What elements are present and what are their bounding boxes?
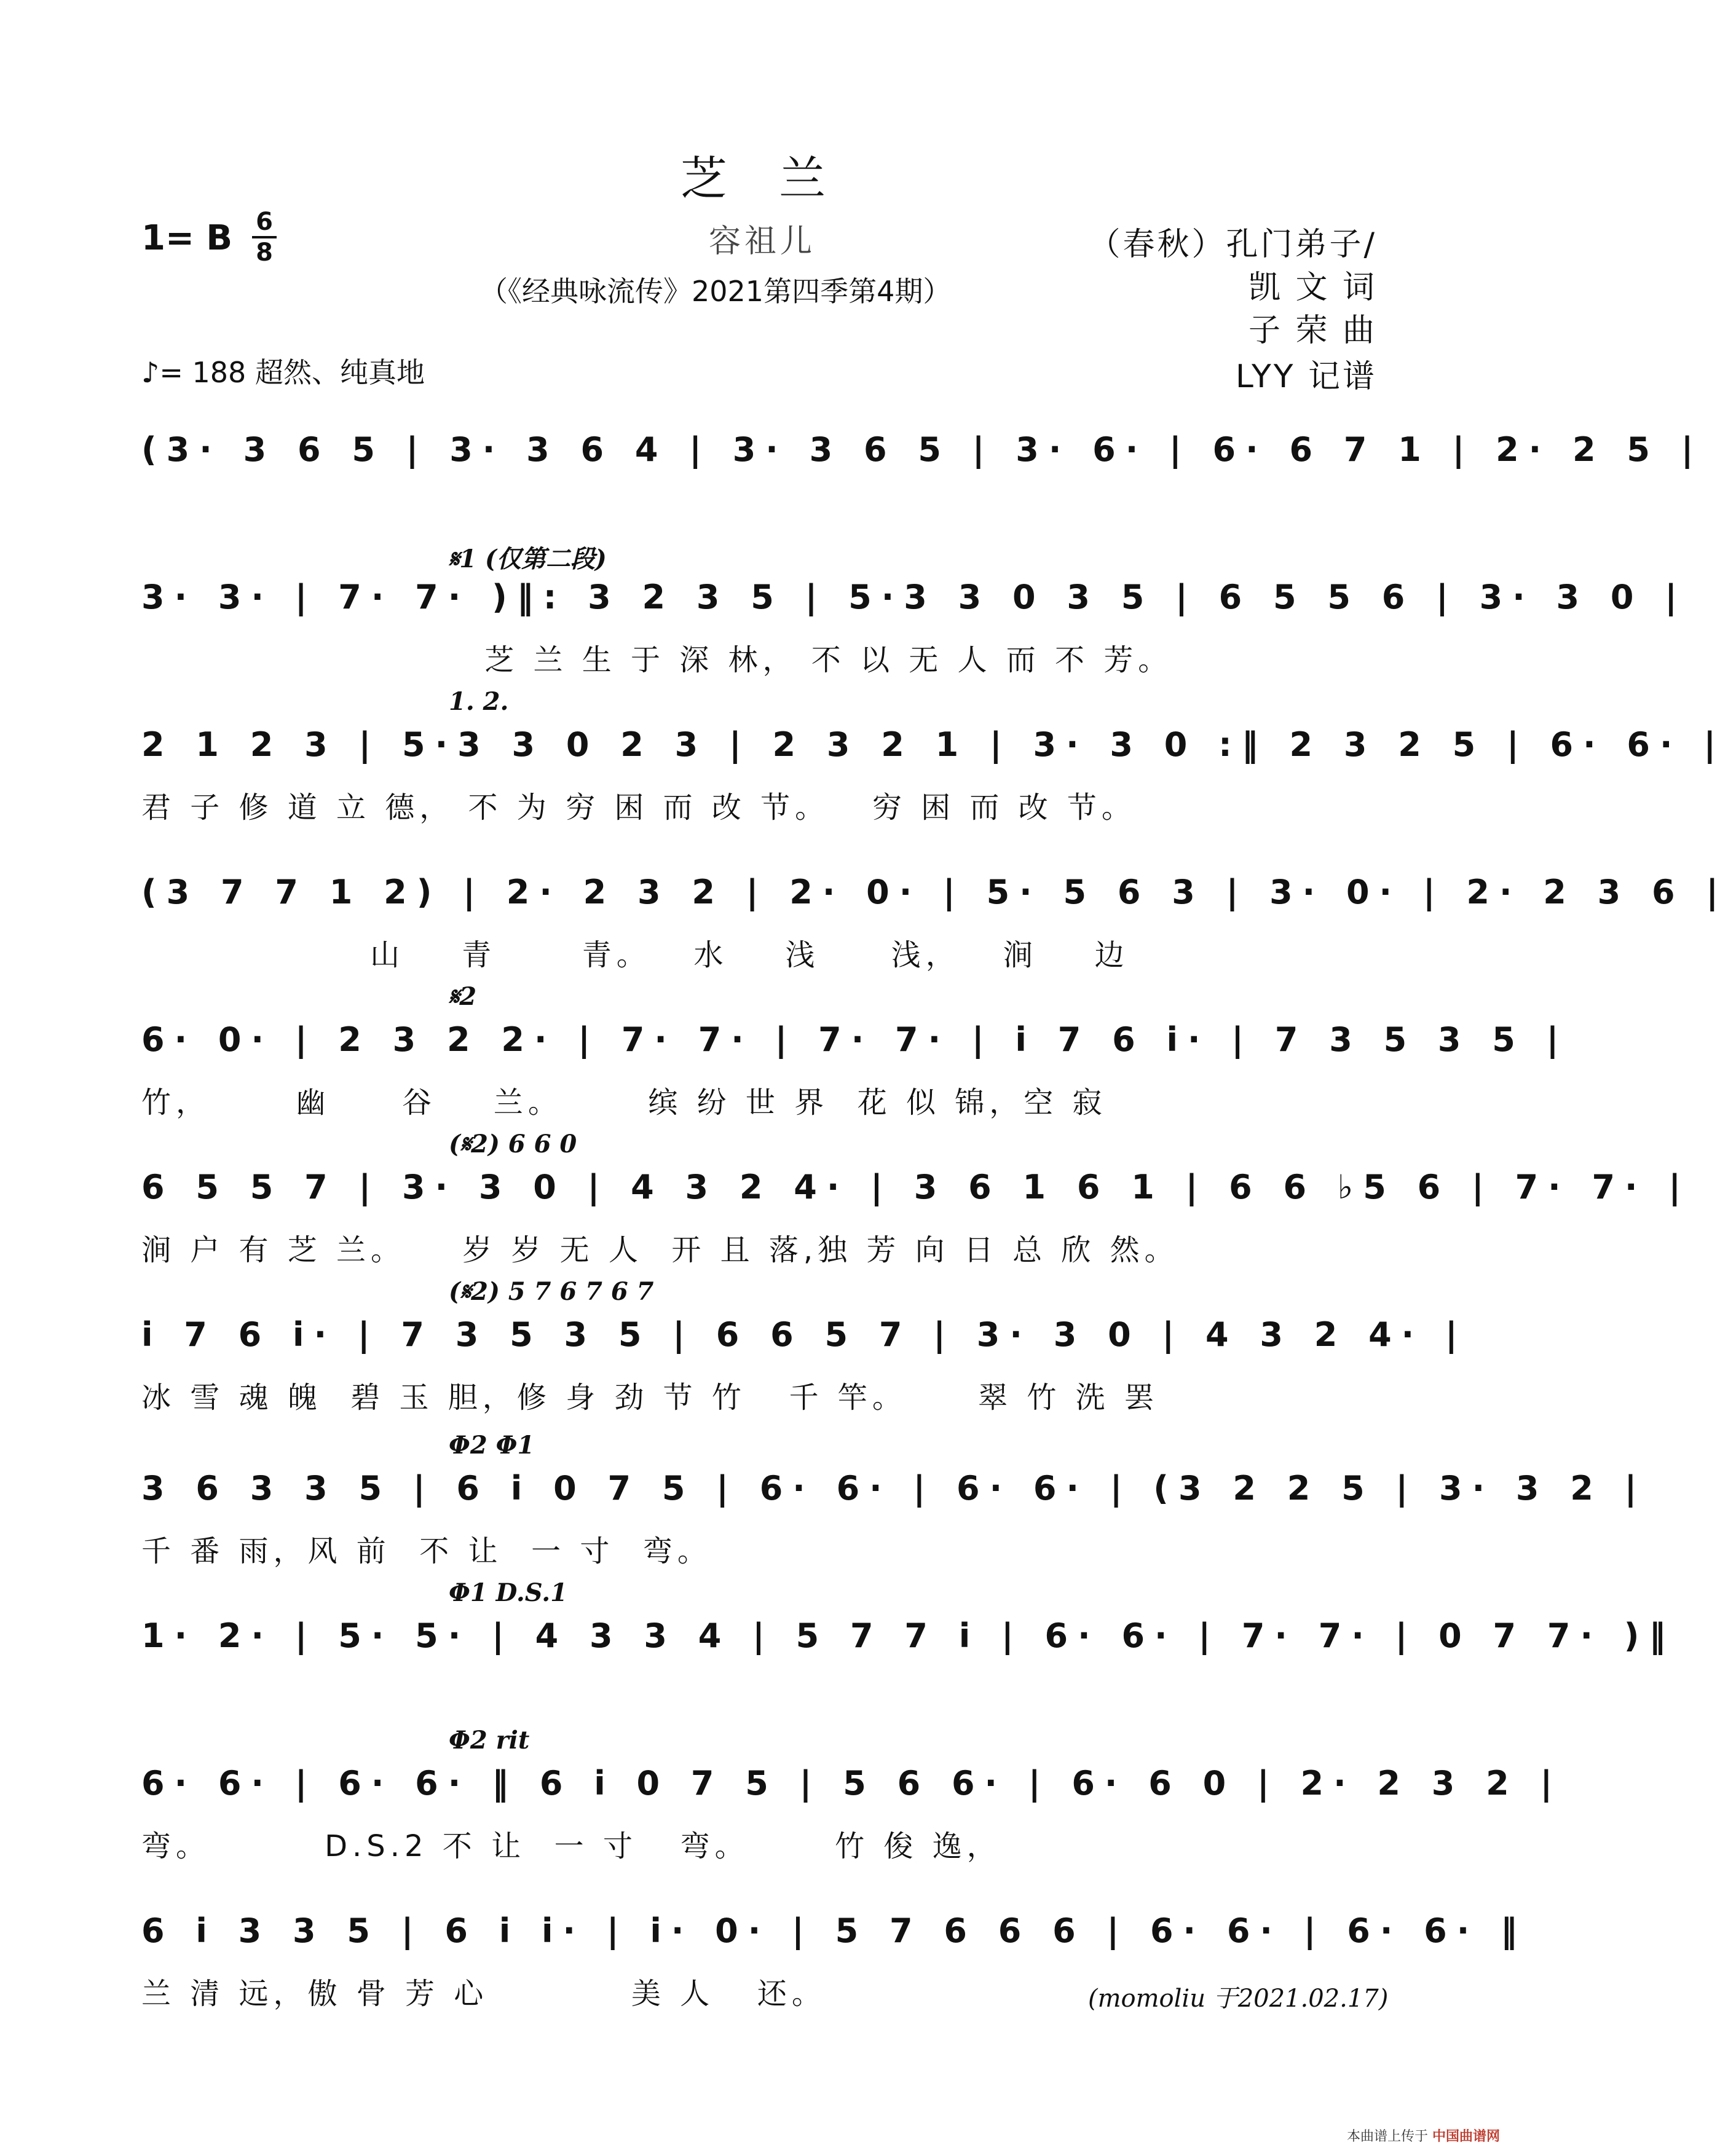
score-row (141, 873, 1728, 989)
lyrics-line: 涧 户 有 芝 兰。 岁 岁 无 人 开 且 落,独 芳 向 日 总 欣 然。 (141, 1233, 1179, 1267)
score-mark: (𝄋2) 5 7 6 7 6 7 (449, 1277, 654, 1306)
meter-bottom: 8 (256, 238, 273, 267)
singer: 容祖儿 (708, 223, 816, 260)
score-row (141, 545, 1687, 694)
notation-line: i 7 6 i· | 7 3 5 3 5 | 6 6 5 7 | 3· 3 0 | 4 3 2 4· | (141, 1315, 1467, 1354)
lyricist-origin: （春秋）孔门弟子/ (1088, 226, 1377, 263)
score-mark: Φ2 rit (449, 1726, 530, 1755)
score-mark: 1. 2. (449, 687, 509, 716)
score-mark: 𝄋2 (449, 982, 477, 1011)
key-signature: 1= B (141, 218, 233, 258)
score-row (141, 430, 1703, 547)
score-mark: Φ1 D.S.1 (449, 1578, 568, 1607)
transcriber: LYY 记谱 (1235, 358, 1377, 395)
score-mark: Φ2 Φ1 (449, 1431, 535, 1460)
score-row (141, 1578, 1676, 1733)
score-mark: (𝄋2) 6 6 0 (449, 1130, 577, 1159)
notation-line: 6· 0· | 2 3 2 2· | 7· 7· | 7· 7· | i 7 6 i· | 7 3 5 3 5 | (141, 1020, 1569, 1059)
notation-line: 3· 3· | 7· 7· )‖: 3 2 3 5 | 5·3 3 0 3 5 | 6 5 5 6 | 3· 3 0 | (141, 578, 1687, 616)
tempo-marking: ♪= 188 超然、纯真地 (141, 356, 425, 389)
site-logo: 中国曲谱网 (1432, 2129, 1500, 2144)
source-note: （《经典咏流传》2021第四季第4期） (479, 275, 952, 308)
score-row (141, 1431, 1647, 1586)
lyrics-line: 千 番 雨，风 前 不 让 一 寸 弯。 (141, 1534, 712, 1568)
transcription-signature: (momoliu 于2021.02.17) (1088, 1985, 1389, 2013)
score-row (141, 1726, 1563, 1881)
footer-upload-text: 本曲谱上传于 (1346, 2129, 1428, 2144)
notation-line: (3 7 7 1 2) | 2· 2 3 2 | 2· 0· | 5· 5 6 3 | 3· 0· | 2· 2 3 6 | (141, 873, 1728, 911)
notation-line: (3· 3 6 5 | 3· 3 6 4 | 3· 3 6 5 | 3· 6· | 6· 6 7 1 | 2· 2 5 | (141, 430, 1703, 469)
notation-line: 3 6 3 3 5 | 6 i 0 7 5 | 6· 6· | 6· 6· | (3 2 2 5 | 3· 3 2 | (141, 1469, 1647, 1508)
lyrics-line: 君 子 修 道 立 德， 不 为 穷 困 而 改 节。 穷 困 而 改 节。 (141, 790, 1136, 825)
notation-line: 6· 6· | 6· 6· ‖ 6 i 0 7 5 | 5 6 6· | 6· 6 0 | 2· 2 3 2 | (141, 1764, 1563, 1803)
song-title: 芝 兰 (680, 151, 845, 206)
meter-top: 6 (256, 208, 273, 236)
score-mark: 𝄋1 (仅第二段) (449, 545, 607, 573)
notation-line: 6 5 5 7 | 3· 3 0 | 4 3 2 4· | 3 6 1 6 1 | 6 6 ♭5 6 | 7· 7· | (141, 1168, 1691, 1206)
score-row (141, 1277, 1467, 1432)
lyrics-line: 竹， 幽 谷 兰。 缤 纷 世 界 花 似 锦，空 寂 (141, 1085, 1107, 1120)
footer (1347, 2126, 1500, 2145)
lyricist: 凯 文 词 (1248, 269, 1377, 306)
notation-line: 1· 2· | 5· 5· | 4 3 3 4 | 5 7 7 i | 6· 6· | 7· 7· | 0 7 7· )‖ (141, 1616, 1676, 1655)
lyrics-line: 兰 清 远，傲 骨 芳 心 美 人 还。 (141, 1977, 826, 2011)
lyrics-line: 冰 雪 魂 魄 碧 玉 胆，修 身 劲 节 竹 千 竿。 翠 竹 洗 罢 (141, 1380, 1159, 1415)
score-row (141, 1130, 1691, 1285)
notation-line: 6 i 3 3 5 | 6 i i· | i· 0· | 5 7 6 6 6 | 6· 6· | 6· 6· ‖ (141, 1911, 1528, 1950)
lyrics-line: 山 青 青。 水 浅 浅， 涧 边 (141, 938, 1129, 972)
lyrics-line: 弯。 D.S.2 不 让 一 寸 弯。 竹 俊 逸， (141, 1829, 1001, 1863)
score-row (141, 982, 1569, 1137)
composer: 子 荣 曲 (1248, 312, 1377, 349)
lyrics-line: 芝 兰 生 于 深 林， 不 以 无 人 而 不 芳。 (141, 643, 1173, 677)
score-row (141, 687, 1726, 842)
notation-line: 2 1 2 3 | 5·3 3 0 2 3 | 2 3 2 1 | 3· 3 0 :‖ 2 3 2 5 | 6· 6· | (141, 725, 1726, 764)
